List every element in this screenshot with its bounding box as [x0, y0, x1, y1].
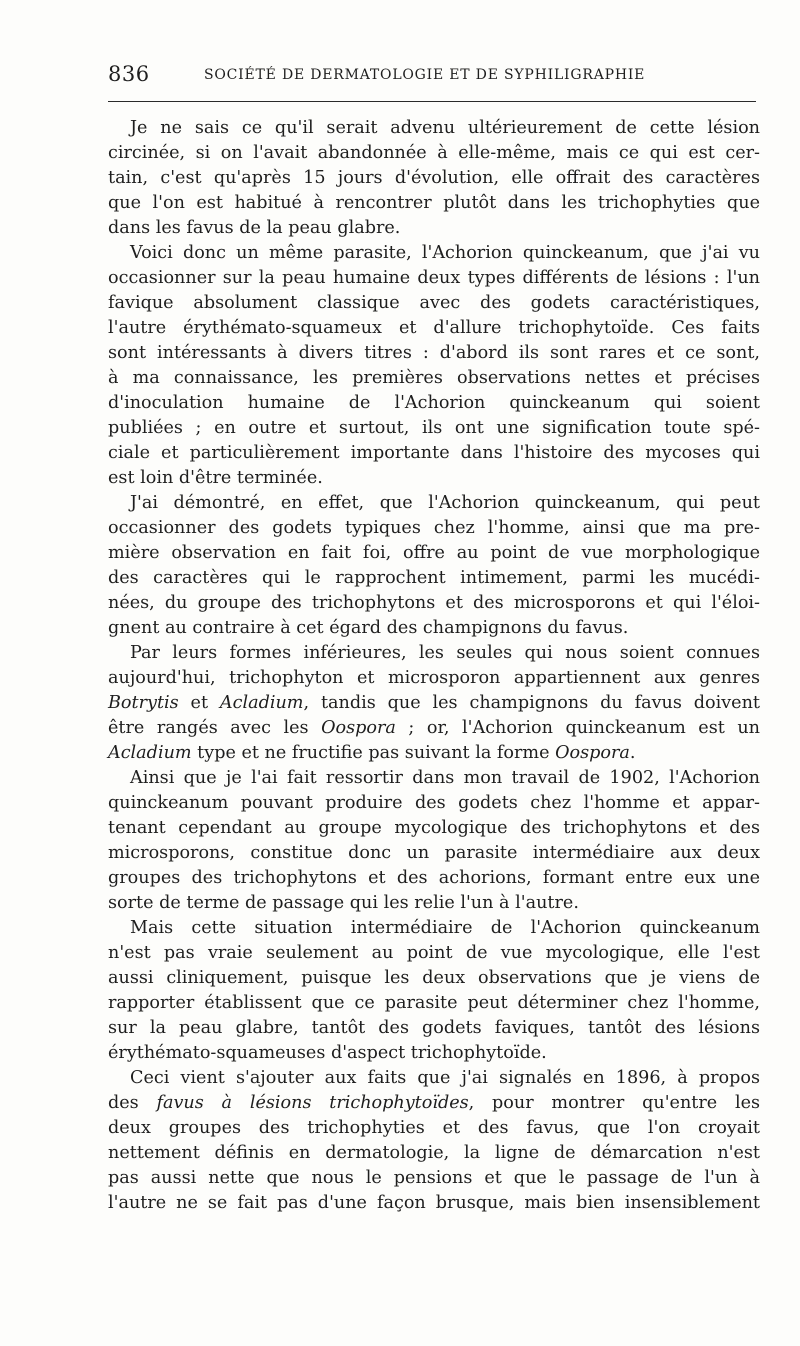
text-line: publiées ; en outre et surtout, ils ont une signification toute spé- — [108, 418, 760, 438]
text-line: dans les favus de la peau glabre. — [108, 218, 401, 238]
text-line: l'autre ne se fait pas d'une façon brusque, mais bien insensiblement — [108, 1193, 760, 1213]
page-header — [108, 62, 760, 90]
text-line: mière observation en fait foi, offre au point de vue morphologique — [108, 543, 760, 563]
text-line: favique absolument classique avec des godets caractéristiques, — [108, 293, 760, 313]
text-line: rapporter établissent que ce parasite peut déterminer chez l'homme, — [108, 993, 760, 1013]
text-line: n'est pas vraie seulement au point de vue mycologique, elle l'est — [108, 943, 760, 963]
text-span: et — [178, 693, 220, 713]
running-head: SOCIÉTÉ DE DERMATOLOGIE ET DE SYPHILIGRAPHIE — [204, 67, 646, 83]
text-line: nettement définis en dermatologie, la ligne de démarcation n'est — [108, 1143, 760, 1163]
text-line — [108, 716, 760, 741]
text-line: sont intéressants à divers titres : d'abord ils sont rares et ce sont, — [108, 343, 760, 363]
text-span: des — [108, 1093, 157, 1113]
text-line: nées, du groupe des trichophytons et des microsporons et qui l'éloi- — [108, 593, 760, 613]
italic-text: Acladium — [108, 743, 192, 763]
italic-text: Oospora — [321, 718, 396, 738]
italic-text: Botrytis — [108, 693, 179, 713]
text-line: d'inoculation humaine de l'Achorion quinckeanum qui soient — [108, 393, 760, 413]
text-line: Par leurs formes inférieures, les seules qui nous soient connues — [130, 643, 760, 663]
text-line: deux groupes des trichophyties et des favus, que l'on croyait — [108, 1118, 760, 1138]
text-line — [108, 1091, 760, 1116]
text-line: est loin d'être terminée. — [108, 468, 323, 488]
text-line: aussi cliniquement, puisque les deux observations que je viens de — [108, 968, 760, 988]
text-line: que l'on est habitué à rencontrer plutôt dans les trichophyties que — [108, 193, 760, 213]
text-line: Ainsi que je l'ai fait ressortir dans mon travail de 1902, l'Achorion — [130, 768, 760, 788]
text-line: microsporons, constitue donc un parasite intermédiaire aux deux — [108, 843, 760, 863]
text-span: , pour montrer qu'entre les — [468, 1093, 761, 1113]
text-line: occasionner des godets typiques chez l'homme, ainsi que ma pre- — [108, 518, 760, 538]
text-line: pas aussi nette que nous le pensions et que le passage de l'un à — [108, 1168, 760, 1188]
text-line: gnent au contraire à cet égard des champignons du favus. — [108, 618, 629, 638]
text-line: sur la peau glabre, tantôt des godets faviques, tantôt des lésions — [108, 1018, 760, 1038]
text-line: Mais cette situation intermédiaire de l'Achorion quinckeanum — [130, 918, 760, 938]
text-line: Je ne sais ce qu'il serait advenu ultérieurement de cette lésion — [130, 118, 760, 138]
text-line: l'autre érythémato-squameux et d'allure trichophytoïde. Ces faits — [108, 318, 760, 338]
italic-text: Acladium — [219, 693, 304, 713]
text-line: érythémato-squameuses d'aspect trichophytoïde. — [108, 1043, 547, 1063]
text-span: ; or, l'Achorion quinckeanum est un — [395, 718, 760, 738]
text-line: quinckeanum pouvant produire des godets chez l'homme et appar- — [108, 793, 760, 813]
text-line: aujourd'hui, trichophyton et microsporon appartiennent aux genres — [108, 668, 760, 688]
text-line: J'ai démontré, en effet, que l'Achorion quinckeanum, qui peut — [130, 493, 760, 513]
text-line: à ma connaissance, les premières observations nettes et précises — [108, 368, 760, 388]
text-line: sorte de terme de passage qui les relie l'un à l'autre. — [108, 893, 579, 913]
body-text — [108, 116, 760, 1216]
italic-text: Oospora — [555, 743, 630, 763]
italic-text: favus à lésions trichophytoïdes — [156, 1093, 469, 1113]
text-line — [108, 691, 760, 716]
text-line: Ceci vient s'ajouter aux faits que j'ai signalés en 1896, à propos — [130, 1068, 760, 1088]
text-line — [108, 741, 760, 766]
text-line: des caractères qui le rapprochent intimement, parmi les mucédi- — [108, 568, 760, 588]
text-line: tain, c'est qu'après 15 jours d'évolution, elle offrait des caractères — [108, 168, 760, 188]
text-span: être rangés avec les — [108, 718, 322, 738]
text-line: tenant cependant au groupe mycologique des trichophytons et des — [108, 818, 760, 838]
text-line: ciale et particulièrement importante dans l'histoire des mycoses qui — [108, 443, 760, 463]
text-span: type et ne fructifie pas suivant la forme — [191, 743, 556, 763]
header-rule — [108, 101, 756, 102]
text-span: , tandis que les champignons du favus doivent — [303, 693, 760, 713]
text-line: occasionner sur la peau humaine deux types différents de lésions : l'un — [108, 268, 760, 288]
text-line: groupes des trichophytons et des achorions, formant entre eux une — [108, 868, 760, 888]
text-line: circinée, si on l'avait abandonnée à elle-même, mais ce qui est cer- — [108, 143, 760, 163]
page-number: 836 — [108, 62, 150, 86]
text-line: Voici donc un même parasite, l'Achorion quinckeanum, que j'ai vu — [130, 243, 760, 263]
text-span: . — [629, 743, 636, 763]
